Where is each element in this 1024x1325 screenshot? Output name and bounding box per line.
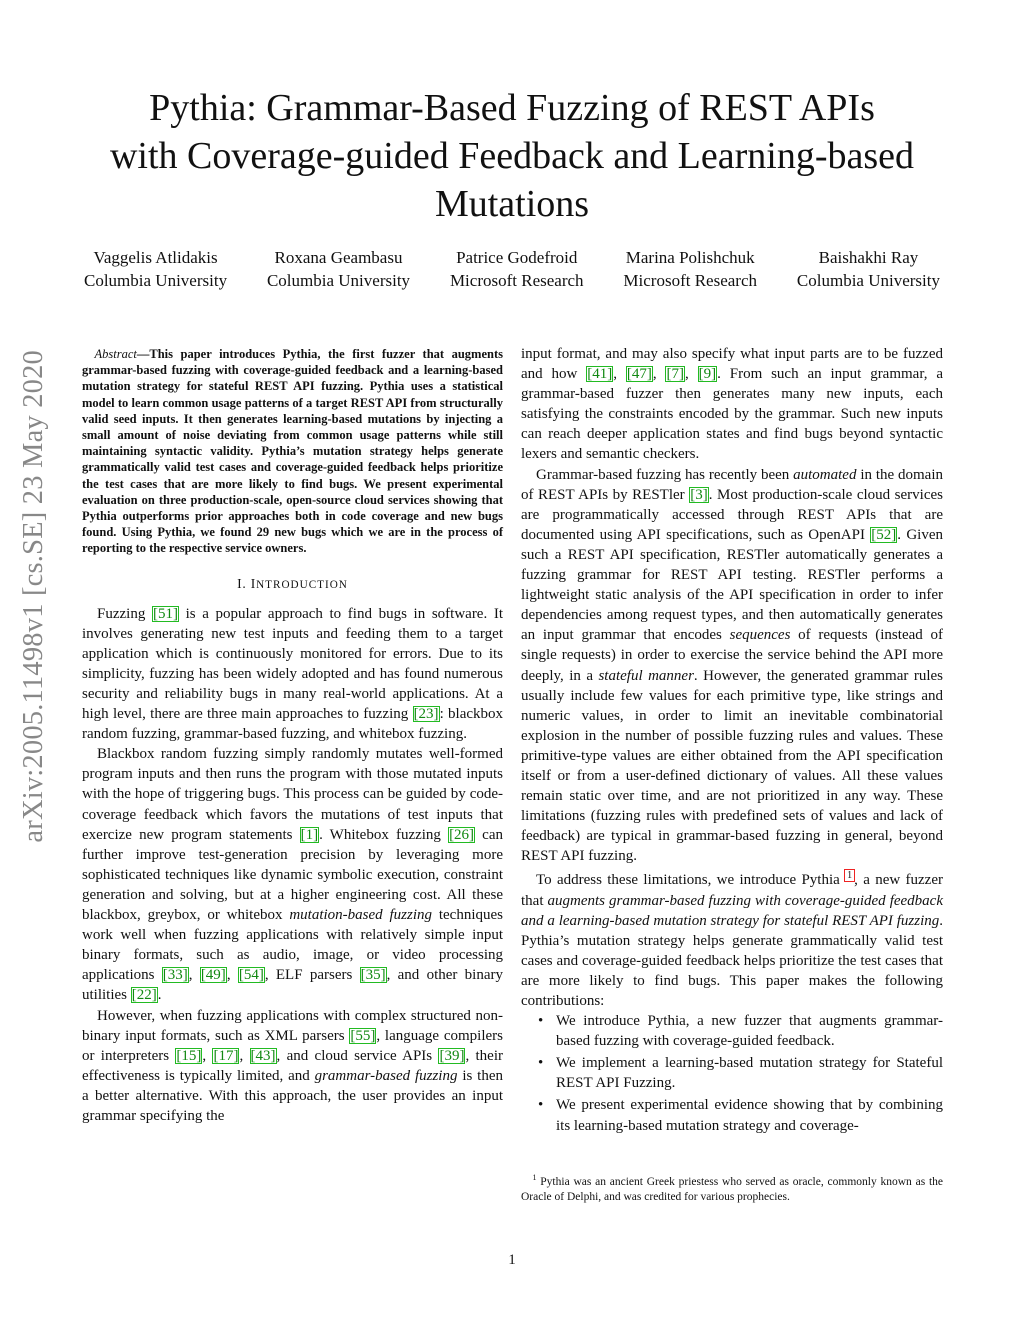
text: . Most production-scale cloud services are programmatically accessed through REST APIs that are documented using API specifications, such as OpenAPI bbox=[521, 486, 943, 543]
text: . However, the generated grammar rules usually include few values for each primitive type, like strings and numeric values, in order to limit an inevitable combinatorial explosion in the number of possible fuzzing rules and values. These primitive-type values are either obtained from the API specification itself or from a user-defined dictionary of values. All these values remain static over time, and are not prioritized in any way. These limitations (fuzzing rules with predefined sets of values and lack of feedback) are typical in grammar-based fuzzing in general, beyond REST API fuzzing. bbox=[521, 667, 943, 865]
author-affiliation: Columbia University bbox=[266, 271, 411, 290]
emphasis: augments grammar-based fuzzing with coverage-guided feedback and a learning-based mutation strategy for stateful REST API fuzzing bbox=[521, 892, 943, 929]
citation-link[interactable]: [1] bbox=[300, 826, 319, 843]
section-number: I. bbox=[237, 575, 247, 591]
text: , language compilers or interpreters bbox=[82, 1027, 503, 1064]
citation-link[interactable]: [7] bbox=[666, 366, 684, 383]
paragraph bbox=[82, 744, 503, 1005]
author bbox=[797, 246, 940, 292]
contributions-list bbox=[521, 1011, 943, 1136]
text: of requests (instead of single requests) in order to exercise the service behind the API more deeply, in a bbox=[521, 627, 943, 684]
left-column bbox=[82, 346, 503, 1126]
author-name: Vaggelis Atlidakis bbox=[93, 248, 218, 267]
author-name: Marina Polishchuk bbox=[625, 248, 755, 267]
page-number: 1 bbox=[508, 1252, 516, 1268]
arxiv-identifier: arXiv:2005.11498v1 [cs.SE] 23 May 2020 bbox=[18, 350, 49, 843]
paper-title bbox=[60, 84, 964, 228]
citation-link[interactable]: [9] bbox=[698, 366, 717, 383]
author-affiliation: Columbia University bbox=[796, 271, 940, 290]
citation-link[interactable]: [52] bbox=[871, 526, 897, 543]
title-line-3: Mutations bbox=[434, 183, 590, 225]
author-affiliation: Microsoft Research bbox=[623, 271, 758, 290]
emphasis: stateful manner bbox=[598, 667, 694, 684]
section-title-rest: NTRODUCTION bbox=[256, 578, 348, 591]
list-item: • We introduce Pythia, a new fuzzer that augments grammar-based fuzzing with coverage-guided feedback. bbox=[521, 1011, 943, 1051]
paragraph bbox=[82, 1006, 503, 1127]
paragraph bbox=[521, 465, 943, 867]
citation-link[interactable]: [43] bbox=[250, 1047, 276, 1064]
footnote-link[interactable]: 1 bbox=[847, 870, 853, 882]
text: , and cloud service APIs bbox=[276, 1047, 439, 1064]
author-name: Roxana Geambasu bbox=[274, 248, 403, 267]
text: Blackbox random fuzzing simply randomly mutates well-formed program inputs and then runs the program with those mutated inputs with the hope of triggering bugs. This process can be guided by code-coverage feedback which favors the mutations of test inputs that exercize new program statements bbox=[82, 746, 503, 843]
text: . bbox=[157, 987, 162, 1004]
text: , bbox=[239, 1047, 250, 1064]
citation-link[interactable]: [55] bbox=[350, 1027, 376, 1044]
author bbox=[450, 246, 584, 292]
section-initial: I bbox=[250, 575, 257, 591]
text: : blackbox random fuzzing, grammar-based fuzzing, and whitebox fuzzing. bbox=[82, 706, 504, 743]
emphasis: mutation-based fuzzing bbox=[289, 907, 432, 924]
text: input format, and may also specify what input parts are to be fuzzed and how bbox=[521, 346, 943, 383]
title-line-1: Pythia: Grammar-Based Fuzzing of REST APIs bbox=[149, 87, 875, 129]
section-heading-introduction bbox=[82, 576, 503, 592]
author bbox=[623, 246, 757, 292]
citation-link[interactable]: [51] bbox=[152, 605, 178, 622]
text: Fuzzing bbox=[97, 605, 152, 622]
text: . Given such a REST API specification, RESTler automatically generates a fuzzing grammar for REST API testing. RESTler performs a lightweight static analysis of the API specification in order to infer dependencies among request types, and then automatically generates an input grammar that encodes bbox=[521, 526, 943, 644]
citation-link[interactable]: [35] bbox=[360, 967, 386, 984]
text: , and other binary utilities bbox=[82, 967, 504, 1004]
abstract-text: This paper introduces Pythia, the first fuzzer that augments grammar-based fuzzing with coverage-guided feedback and a learning-based mutation strategy for stateful REST API fuzzing. Pythia uses a statistical model to learn common usage patterns of a target REST API from structurally valid seed inputs. It then generates learning-based mutations by injecting a small amount of noise deviating from common usage patterns while still maintaining syntactic validity. Pythia’s mutation strategy helps generate grammatically valid test cases and coverage-guided feedback helps prioritize the test cases that are more likely to find bugs. We present experimental evaluation on three production-scale, open-source cloud services showing that Pythia outperforms prior approaches both in code coverage and new bugs found. Using Pythia, we found 29 new bugs which we are in the process of reporting to the respective service owners. bbox=[82, 347, 503, 556]
citation-link[interactable]: [49] bbox=[200, 967, 226, 984]
text: , bbox=[684, 366, 698, 383]
text: , their effectiveness is typically limited, and bbox=[82, 1047, 503, 1084]
citation-link[interactable]: [33] bbox=[162, 967, 188, 984]
citation-link[interactable]: [15] bbox=[176, 1047, 202, 1064]
footnote bbox=[521, 1170, 943, 1205]
text: in the domain of REST APIs by RESTler bbox=[521, 466, 943, 503]
emphasis: automated bbox=[793, 466, 857, 483]
abstract-label: Abstract bbox=[94, 347, 137, 361]
author bbox=[267, 246, 410, 292]
emphasis: sequences bbox=[729, 627, 791, 644]
text: Grammar-based fuzzing has recently been bbox=[536, 466, 794, 483]
text: is then a better alternative. With this approach, the user provides an input grammar specifying the bbox=[82, 1067, 503, 1124]
text: , ELF parsers bbox=[264, 967, 360, 984]
citation-link[interactable]: [39] bbox=[439, 1047, 465, 1064]
citation-link[interactable]: [3] bbox=[690, 486, 708, 503]
text: . From such an input grammar, a grammar-based fuzzer then generates many new inputs, each satisfying the constraints encoded by the grammar. Such new inputs can reach deeper application states and find bugs beyond syntactic lexers and semantic checkers. bbox=[521, 366, 944, 463]
list-item: • We implement a learning-based mutation strategy for Stateful REST API Fuzzing. bbox=[521, 1053, 943, 1093]
author-affiliation: Columbia University bbox=[84, 271, 228, 290]
text: However, when fuzzing applications with complex structured non-binary input formats, such as XML parsers bbox=[82, 1007, 503, 1044]
footnote-text: Pythia was an ancient Greek priestess who served as oracle, commonly known as the Oracle of Delphi, and was credited for various prophecies. bbox=[521, 1175, 943, 1203]
title-line-2: with Coverage-guided Feedback and Learning-based bbox=[109, 135, 915, 177]
author bbox=[84, 246, 227, 292]
text: , a new fuzzer that bbox=[521, 872, 943, 909]
citation-link[interactable]: [54] bbox=[238, 967, 264, 984]
paragraph bbox=[521, 344, 943, 465]
abstract bbox=[82, 346, 503, 557]
paragraph bbox=[521, 866, 943, 1011]
citation-link[interactable]: [41] bbox=[587, 366, 613, 383]
text: can further improve test-generation precision by leveraging more sophisticated techniques like dynamic symbolic execution, constraint generation and solving, but at a higher engineering cost. All these blackbox, greybox, or whitebox bbox=[82, 826, 504, 924]
author-name: Baishakhi Ray bbox=[818, 248, 919, 267]
text: , bbox=[613, 366, 626, 383]
citation-link[interactable]: [23] bbox=[413, 706, 439, 723]
text: . Pythia’s mutation strategy helps generate grammatically valid test cases and coverage-guided feedback helps prioritize the test cases that are more likely to find bugs. This paper makes the following contributions: bbox=[521, 912, 943, 1009]
text: . Whitebox fuzzing bbox=[319, 826, 449, 843]
author-name: Patrice Godefroid bbox=[456, 248, 578, 267]
author-list bbox=[84, 246, 940, 292]
list-item: • We present experimental evidence showing that by combining its learning-based mutation strategy and coverage- bbox=[521, 1095, 943, 1135]
footnote-mark: 1 bbox=[532, 1173, 537, 1182]
text: is a popular approach to find bugs in software. It involves generating new test inputs and feeding them to a target application which is continuously monitored for errors. Due to its simplicity, fuzzing has been widely adopted and has found numerous security and reliability bugs in many real-world applications. At a high level, there are three main approaches to fuzzing bbox=[82, 605, 504, 723]
citation-link[interactable]: [47] bbox=[626, 366, 652, 383]
text: To address these limitations, we introduce Pythia bbox=[536, 872, 846, 889]
author-affiliation: Microsoft Research bbox=[449, 271, 584, 290]
citation-link[interactable]: [26] bbox=[449, 826, 475, 843]
citation-link[interactable]: [22] bbox=[131, 987, 157, 1004]
text: , bbox=[188, 967, 200, 984]
text: , bbox=[202, 1047, 213, 1064]
text: , bbox=[226, 967, 238, 984]
citation-link[interactable]: [17] bbox=[213, 1047, 239, 1064]
right-column bbox=[521, 344, 943, 1138]
abstract-dash: — bbox=[136, 347, 150, 361]
text: , bbox=[652, 366, 666, 383]
text: techniques work well when fuzzing applications with relatively simple input binary formats, such as audio, image, or video processing applications bbox=[82, 907, 503, 984]
emphasis: grammar-based fuzzing bbox=[314, 1067, 458, 1084]
paragraph bbox=[82, 604, 503, 745]
